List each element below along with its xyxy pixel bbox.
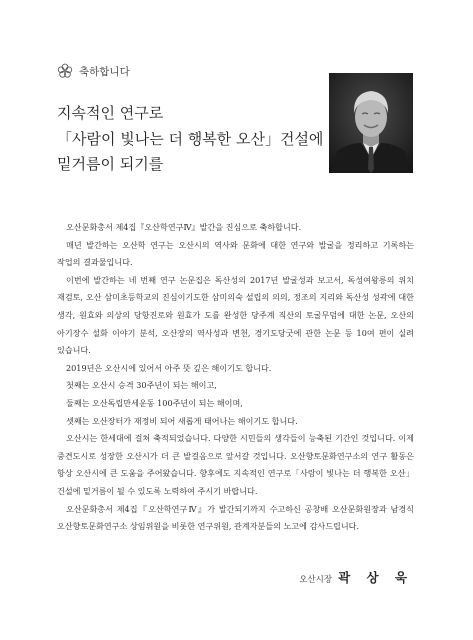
title-line: 「사람이 빛나는 더 행복한 오산」건설에 [57, 129, 324, 148]
paragraph: 이번에 발간하는 네 번째 연구 논문집은 독산성의 2017년 발굴성과 보고서, 독성여왕릉의 위치 재검토, 오산 삼미초등학교의 진심이기도한 삼미의숙 설립의 의의, 정조의 지리와 독산성 성곽에 대한 생각, 원효와 의상의 당항진로와 원효가 도를 완성한 당주계 직산의 토굴무덤에 대한 논문, 오산의 아기장수 설화 이야기 분석, 오산장의 역사성과 변천, 경기도당굿에 관한 논문 등 10여 편이 실려 있습니다. [57, 274, 414, 356]
paragraph: 매년 발간하는 오산학 연구는 오산시의 역사와 문화에 대한 연구와 발굴을 정리하고 기록하는 작업의 결과물입니다. [57, 239, 414, 268]
signature-name: 곽 상 욱 [338, 570, 413, 585]
paragraph: 오산시는 한세대에 걸쳐 축적되었습니다. 다양한 시민들의 생각들이 능축된 기간인 것입니다. 이제 중견도시로 성장한 오산시가 더 큰 발걸음으로 앞서갈 것입니다. 오산향토문화연구소의 연구 활동은 항상 오산시에 큰 도움을 주어왔습니다. 향후에도 지속적인 연구로「사람이 빛나는 더 행복한 오산」건설에 밑거름이 될 수 있도록 노력하여 주시기 바랍니다. [57, 433, 414, 496]
signature-role: 오산시장 [299, 575, 333, 585]
portrait-photo [329, 73, 413, 173]
letter-body [57, 219, 414, 536]
paragraph: 오산문화총서 제4집『오산학연구Ⅳ』가 발간되기까지 수고하신 공창배 오산문화원장과 남경식 오산향토문화연구소 상임위원을 비롯한 연구위원, 관계자분들의 노고에 감사드립니다. [57, 503, 414, 532]
title-line: 밑거름이 되기를 [57, 155, 164, 173]
paragraph: 첫째는 오산시 승격 30주년이 되는 해이고, [66, 380, 217, 391]
section-label-text: 축하합니다 [79, 65, 130, 78]
paragraph: 셋째는 오산장터가 재정비 되어 새롭게 태어나는 해이기도 합니다. [66, 415, 298, 426]
paragraph: 둘째는 오산독립만세운동 100주년이 되는 해이며, [66, 397, 243, 408]
signature [299, 568, 413, 586]
paragraph: 오산문화총서 제4집『오산학연구Ⅳ』발간을 진심으로 축하합니다. [66, 222, 302, 232]
section-label [57, 63, 130, 79]
page-title [57, 101, 324, 178]
flower-icon [57, 63, 73, 79]
title-line: 지속적인 연구로 [57, 104, 164, 122]
paragraph: 2019년은 오산시에 있어서 아주 뜻 깊은 해이기도 합니다. [66, 362, 272, 373]
